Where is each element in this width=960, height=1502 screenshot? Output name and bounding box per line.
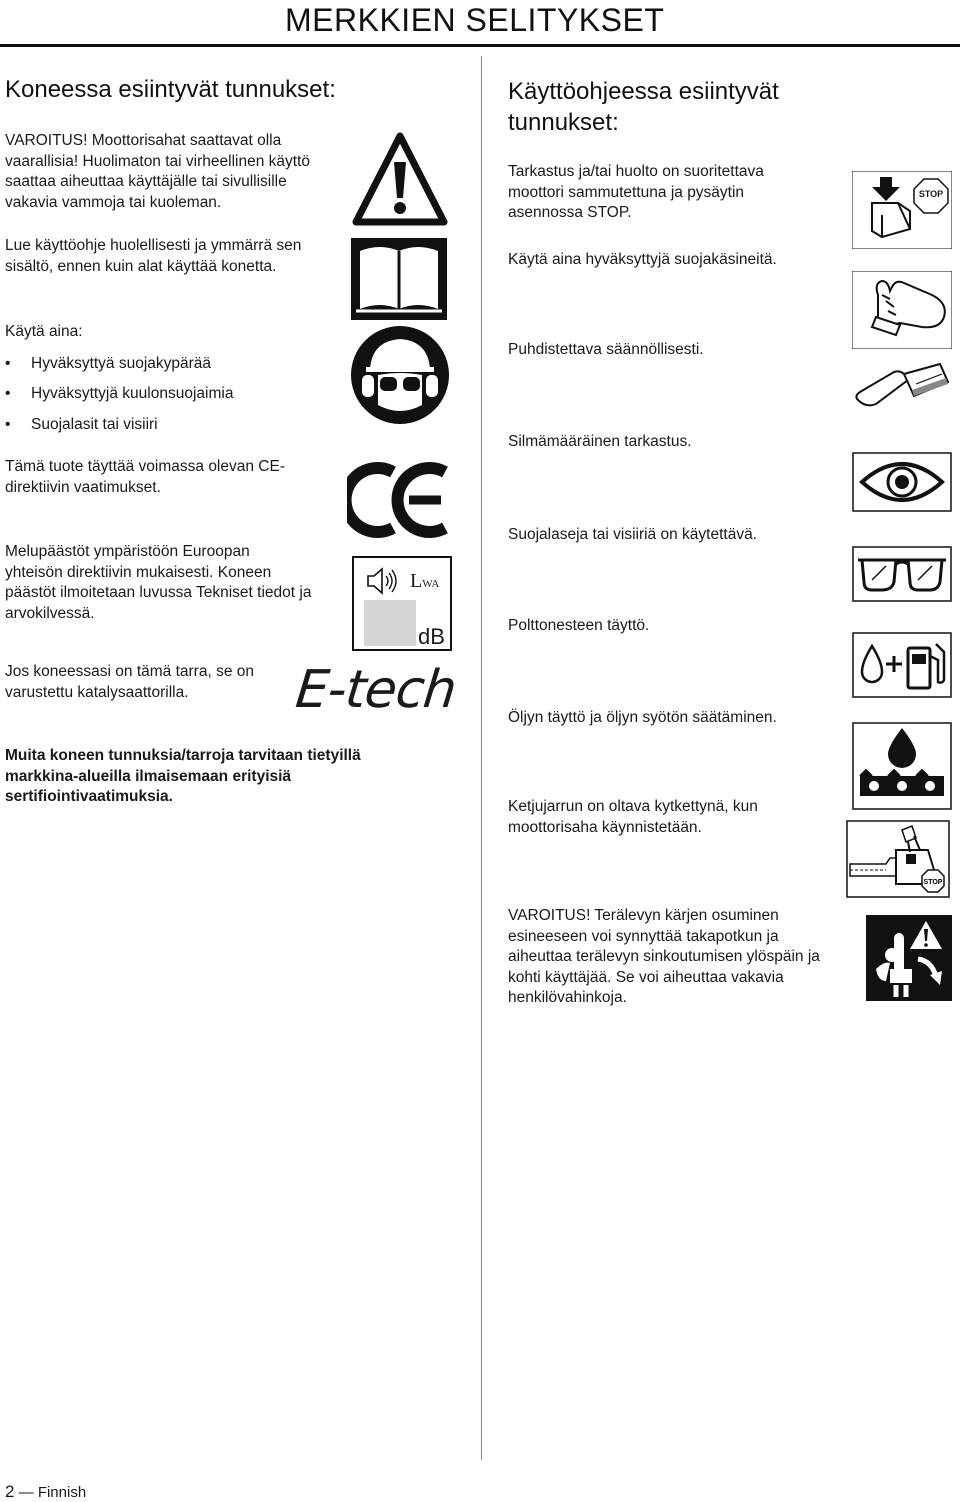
chain-brake-text: Ketjujarrun on oltava kytkettynä, kun moottorisaha käynnistetään. [508, 798, 758, 836]
title-divider [0, 44, 960, 47]
bullet-helmet: • Hyväksyttyä suojakypärää [5, 355, 212, 372]
stop-text: Tarkastus ja/tai huolto on suoritettava moottori sammutettuna ja pysäytin asennossa STOP. [508, 163, 764, 221]
footer-language: Finnish [37, 1484, 87, 1501]
gloves-icon [852, 271, 952, 349]
oil-chain-icon [852, 722, 952, 810]
ce-mark-icon [347, 460, 451, 540]
other-symbols-text: Muita koneen tunnuksia/tarroja tarvitaan tietyillä markkina-alueilla ilmaisemaan erityisiä sertifiointivaatimuksia. [5, 747, 361, 805]
ce-text: Tämä tuote täyttää voimassa olevan CE- direktiivin vaatimukset. [5, 458, 285, 496]
oil-text: Öljyn täyttö ja öljyn syötön säätäminen. [508, 709, 777, 726]
noise-text: Melupäästöt ympäristöön Euroopan yhteisön direktiivin mukaisesti. Koneen päästöt ilmoitetaan luvussa Tekniset tiedot ja arvokilvessä. [5, 543, 312, 622]
noise-label-icon [352, 556, 452, 651]
page-number: 2 [5, 1482, 15, 1501]
lwa-label: LWA [410, 570, 440, 592]
stop-badge: STOP [918, 189, 944, 199]
visual-inspection-text: Silmämääräinen tarkastus. [508, 433, 692, 450]
kickback-warning-icon [866, 915, 952, 1001]
bullet-eye-protection: • Suojalasit tai visiiri [5, 416, 158, 433]
always-use-label: Käytä aina: [5, 323, 83, 340]
noise-value-box [364, 600, 416, 646]
machine-symbols-heading: Koneessa esiintyvät tunnukset: [5, 76, 336, 103]
clean-text: Puhdistettava säännöllisesti. [508, 341, 704, 358]
manual-symbols-heading: Käyttöohjeessa esiintyvät tunnukset: [508, 78, 779, 136]
fuel-text: Polttonesteen täyttö. [508, 617, 650, 634]
warning-triangle-icon [350, 128, 450, 228]
goggles-icon [852, 546, 952, 602]
chain-brake-icon [846, 820, 950, 898]
gloves-text: Käytä aina hyväksyttyjä suojakäsineitä. [508, 251, 777, 268]
stop-badge-small: STOP [923, 879, 943, 886]
footer-dash: — [18, 1484, 34, 1501]
page-footer [5, 1482, 86, 1502]
brush-icon [852, 360, 952, 408]
maintenance-stop-icon [852, 171, 952, 249]
eye-icon [852, 452, 952, 512]
bullet-ear-protection: • Hyväksyttyjä kuulonsuojaimia [5, 385, 234, 402]
book-icon [350, 237, 448, 321]
manual-text: Lue käyttöohje huolellisesti ja ymmärrä sen sisältö, ennen kuin alat käyttää konetta. [5, 237, 302, 275]
db-label: dB [418, 624, 445, 649]
goggles-text: Suojalaseja tai visiiriä on käytettävä. [508, 526, 757, 543]
kickback-text: VAROITUS! Terälevyn kärjen osuminen esineeseen voi synnyttää takapotkun ja aiheuttaa terälevyn sinkoutumisen ylöspäin ja kohti käyttäjää. Se voi aiheuttaa vakavia henkilövahinkoja. [508, 907, 820, 1006]
protective-equipment-icon [350, 325, 450, 425]
warning-text: VAROITUS! Moottorisahat saattavat olla vaarallisia! Huolimaton tai virheellinen käyttö saattaa aiheuttaa käyttäjälle tai sivullisille vakavia vammoja tai kuoleman. [5, 132, 310, 211]
etech-logo: E-tech [292, 660, 459, 720]
page-title: MERKKIEN SELITYKSET [285, 2, 665, 38]
fuel-icon [852, 632, 952, 698]
column-divider [481, 56, 482, 1460]
speaker-icon [364, 566, 400, 596]
catalyst-text: Jos koneessasi on tämä tarra, se on varustettu katalysaattorilla. [5, 663, 254, 701]
